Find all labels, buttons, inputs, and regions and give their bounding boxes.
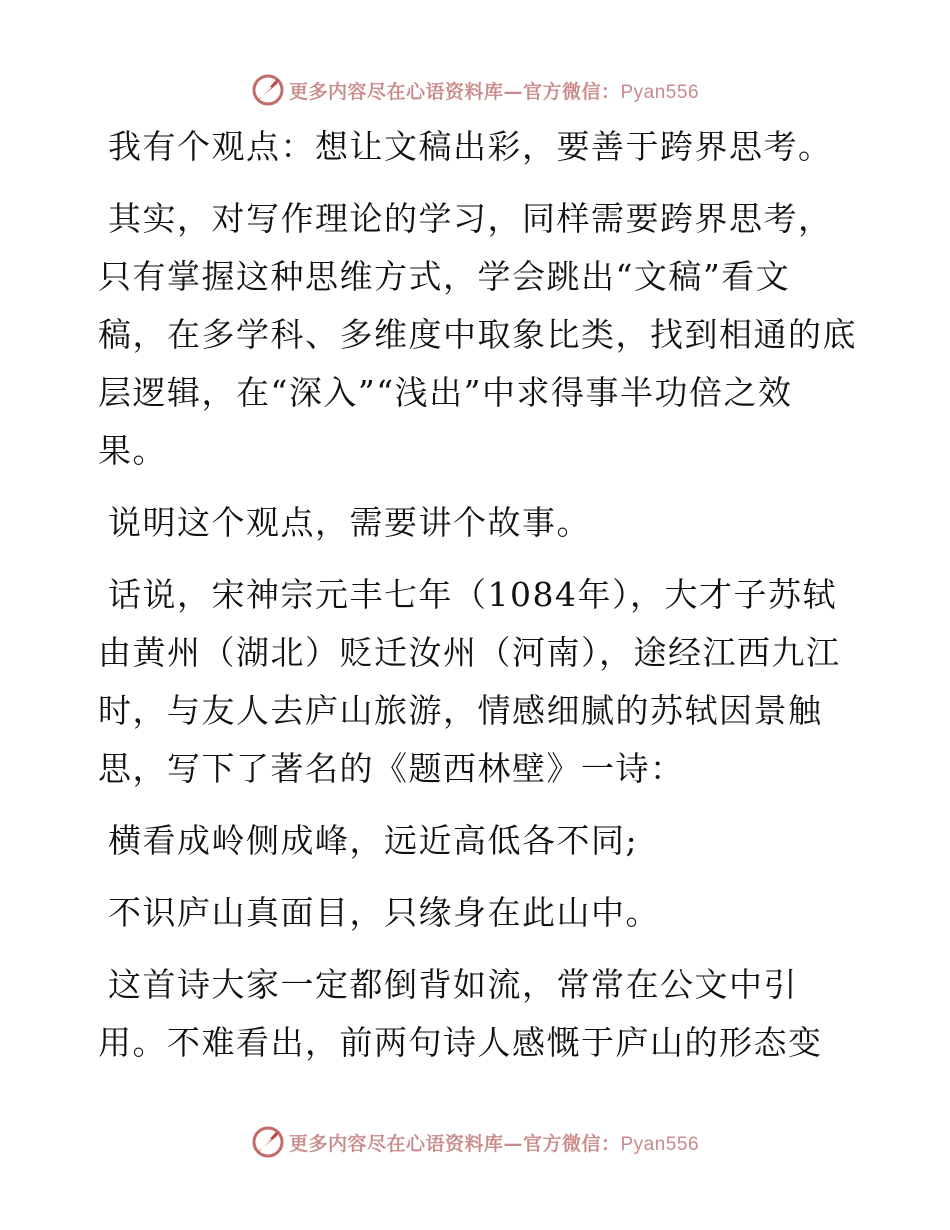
text-line: 横看成岭侧成峰，远近高低各不同; [108, 821, 639, 860]
text-line: 稿，在多学科、多维度中取象比类，找到相通的底 [98, 315, 857, 354]
paragraph-su-shi-story [98, 566, 858, 798]
watermark-text: 更多内容尽在心语资料库—官方微信：Pyan556 [288, 80, 700, 103]
paragraph-viewpoint [98, 118, 858, 176]
text-line: 果。 [98, 431, 167, 470]
paragraph-cross-thinking [98, 190, 858, 480]
text-line: 时，与友人去庐山旅游，情感细腻的苏轼因景触 [98, 691, 823, 730]
text-line: 我有个观点：想让文稿出彩，要善于跨界思考。 [108, 127, 833, 166]
text-line: 层逻辑，在“深入”“浅出”中求得事半功倍之效 [98, 373, 793, 412]
quill-logo-icon [251, 73, 285, 107]
watermark-text: 更多内容尽在心语资料库—官方微信：Pyan556 [288, 1132, 700, 1155]
header-watermark [0, 70, 950, 110]
watermark-wechat-id: Pyan556 [620, 81, 700, 103]
paragraph-story-intro [98, 494, 858, 552]
poem-line-1 [98, 812, 858, 870]
quill-logo-icon [251, 1125, 285, 1159]
text-line: 话说，宋神宗元丰七年（1084年），大才子苏轼 [108, 575, 837, 614]
article-body [98, 118, 858, 1086]
poem-line-2 [98, 884, 858, 942]
text-line: 思，写下了著名的《题西林壁》一诗： [98, 749, 685, 788]
text-line: 其实，对写作理论的学习，同样需要跨界思考， [108, 199, 833, 238]
paragraph-poem-analysis [98, 956, 858, 1072]
text-line: 说明这个观点，需要讲个故事。 [108, 503, 591, 542]
watermark-wechat-id: Pyan556 [620, 1133, 700, 1155]
text-line: 这首诗大家一定都倒背如流，常常在公文中引 [108, 965, 798, 1004]
footer-watermark [0, 1122, 950, 1162]
text-line: 不识庐山真面目，只缘身在此山中。 [108, 893, 660, 932]
text-line: 只有掌握这种思维方式，学会跳出“文稿”看文 [98, 257, 791, 296]
text-line: 用。不难看出，前两句诗人感慨于庐山的形态变 [98, 1023, 823, 1062]
text-line: 由黄州（湖北）贬迁汝州（河南），途经江西九江 [98, 633, 841, 672]
